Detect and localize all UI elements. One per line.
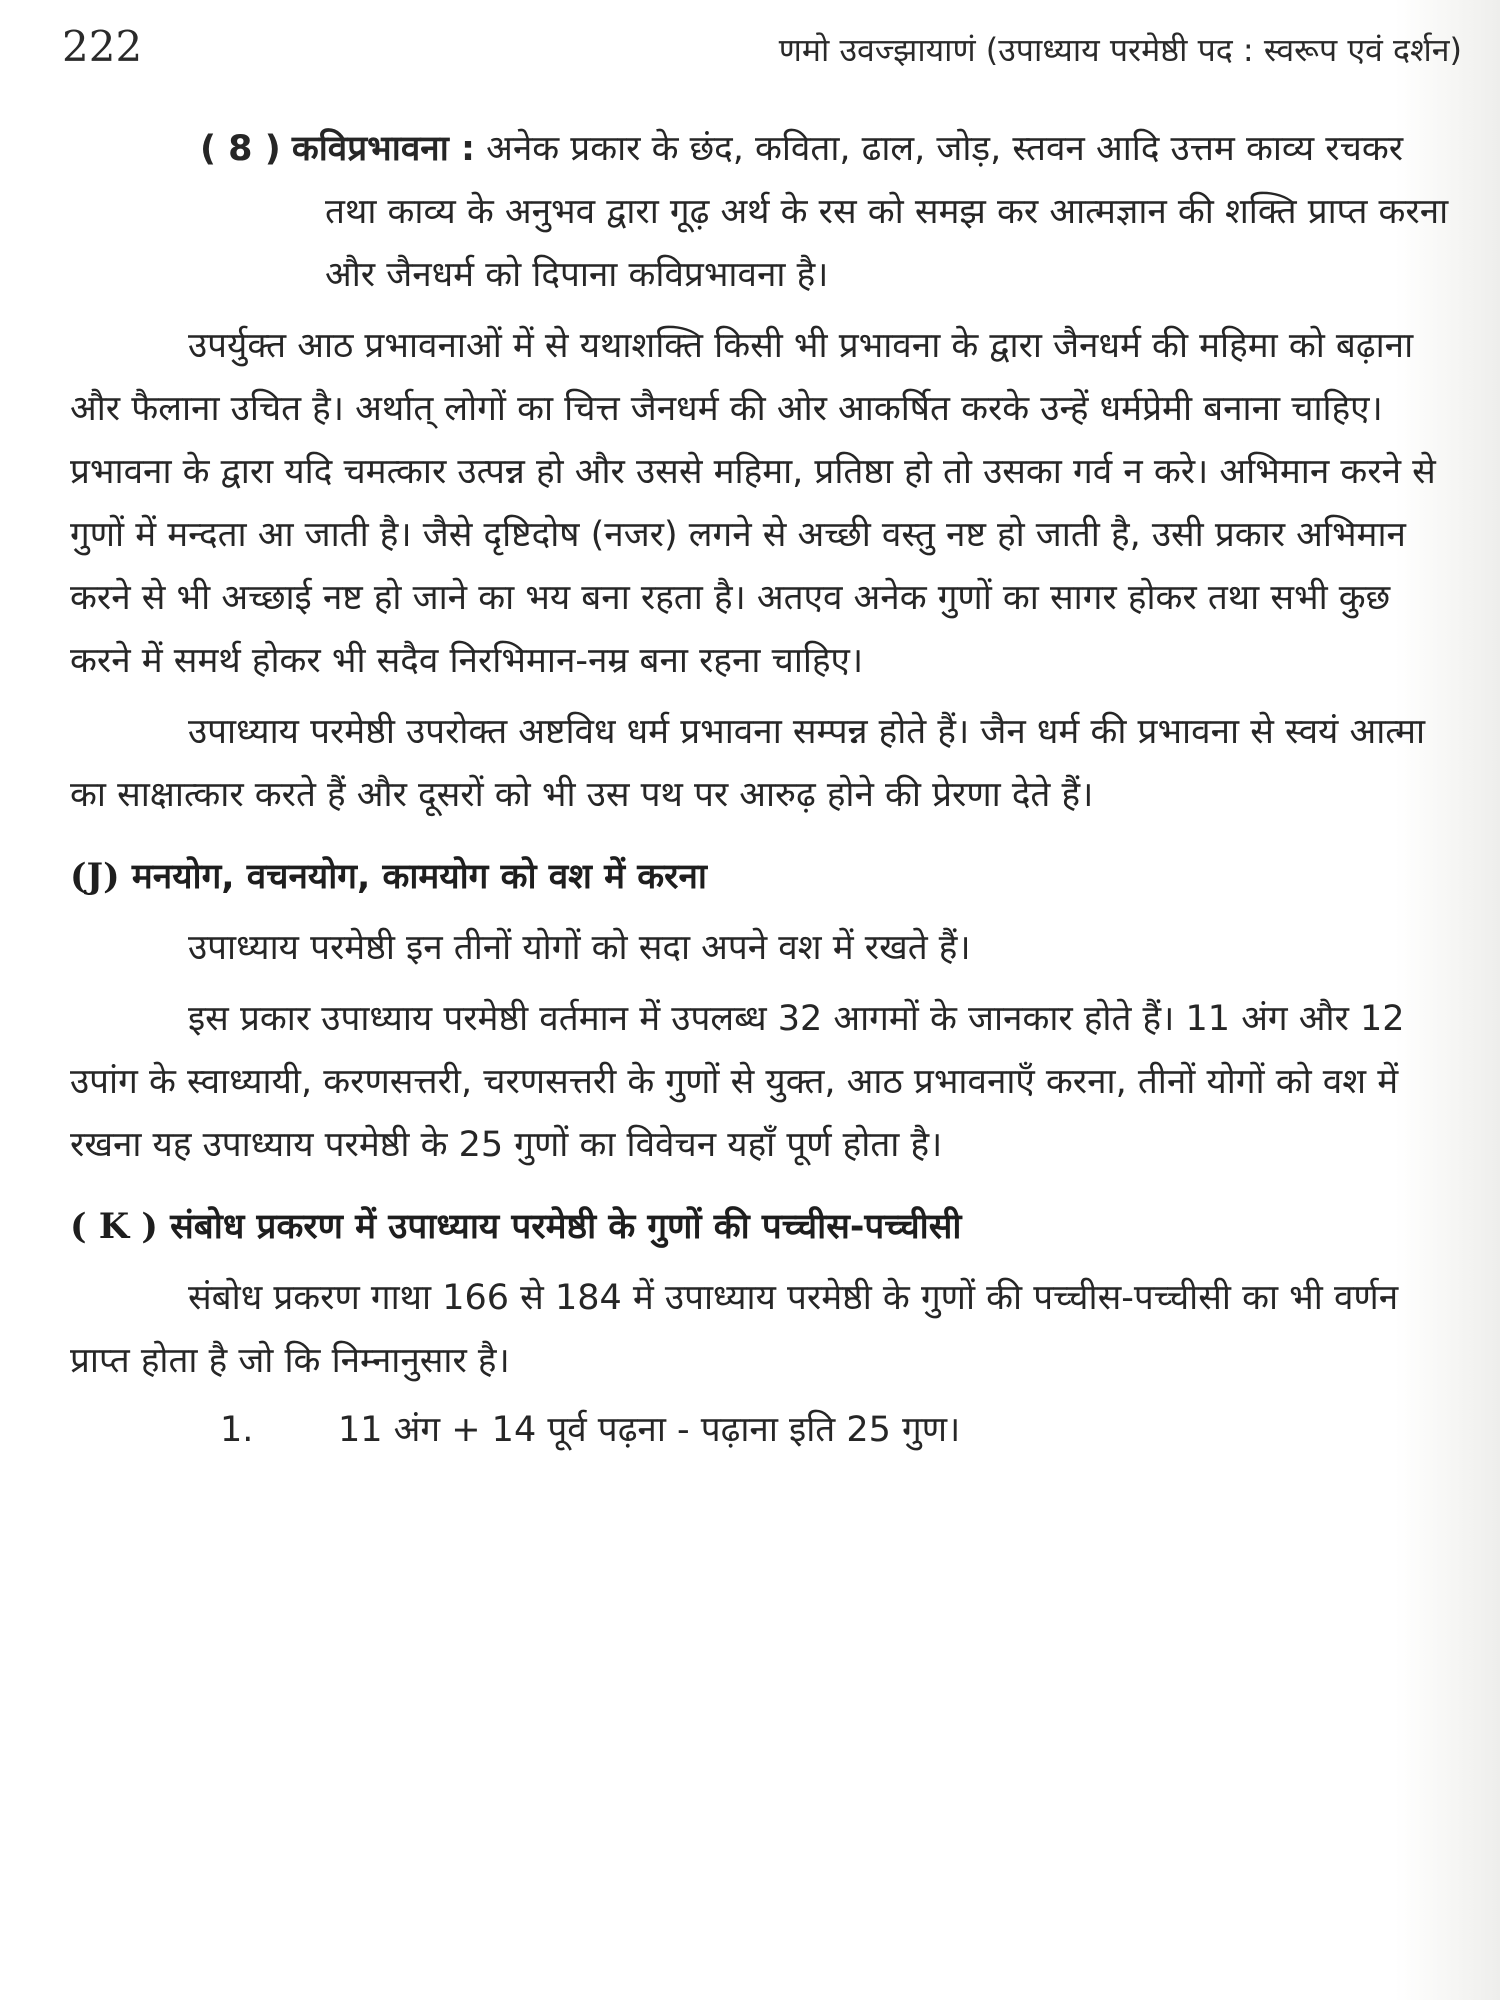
section-j-marker: (J) xyxy=(70,856,120,897)
item-8-term: कविप्रभावना : xyxy=(291,129,475,169)
page-number: 222 xyxy=(62,22,143,71)
paragraph-sambodh-prakaran: संबोध प्रकरण गाथा 166 से 184 में उपाध्याय परमेष्ठी के गुणों की पच्चीस-पच्चीसी का भी वर्णन प्राप्त होता है जो कि निम्नानुसार है। xyxy=(70,1278,1399,1381)
paragraph-three-yogas: उपाध्याय परमेष्ठी इन तीनों योगों को सदा अपने वश में रखते हैं। xyxy=(188,928,971,968)
running-title: णमो उवज्झायाणं (उपाध्याय परमेष्ठी पद : स्वरूप एवं दर्शन) xyxy=(778,31,1462,69)
item-8-marker: ( 8 ) xyxy=(200,129,281,169)
section-j-title: मनयोग, वचनयोग, कामयोग को वश में करना xyxy=(131,857,707,897)
paragraph-upadhyay-prabhavana: उपाध्याय परमेष्ठी उपरोक्त अष्टविध धर्म प्रभावना सम्पन्न होते हैं। जैन धर्म की प्रभावना से स्वयं आत्मा का साक्षात्कार करते हैं और दूसरों को भी उस पथ पर आरुढ़ होने की प्रेरणा देते हैं। xyxy=(70,712,1426,815)
section-heading-j xyxy=(70,845,1460,909)
paragraph-prabhavana-summary: उपर्युक्त आठ प्रभावनाओं में से यथाशक्ति किसी भी प्रभावना के द्वारा जैनधर्म की महिमा को बढ़ाना और फैलाना उचित है। अर्थात् लोगों का चित्त जैनधर्म की ओर आकर्षित करके उन्हें धर्मप्रेमी बनाना चाहिए। प्रभावना के द्वारा यदि चमत्कार उत्पन्न हो और उससे महिमा, प्रतिष्ठा हो तो उसका गर्व न करे। अभिमान करने से गुणों में मन्दता आ जाती है। जैसे दृष्टिदोष (नजर) लगने से अच्छी वस्तु नष्ट हो जाती है, उसी प्रकार अभिमान करने से भी अच्छाई नष्ट हो जाने का भय बना रहता है। अतएव अनेक गुणों का सागर होकर तथा सभी कुछ करने में समर्थ होकर भी सदैव निरभिमान-नम्र बना रहना चाहिए। xyxy=(70,326,1436,681)
list-item xyxy=(70,1399,1460,1462)
list-item-number: 1. xyxy=(220,1410,254,1450)
section-k-marker: ( K ) xyxy=(70,1206,158,1247)
paragraph-25-gunas-summary: इस प्रकार उपाध्याय परमेष्ठी वर्तमान में उपलब्ध 32 आगमों के जानकार होते हैं। 11 अंग और 12 उपांग के स्वाध्यायी, करणसत्तरी, चरणसत्तरी के गुणों से युक्त, आठ प्रभावनाएँ करना, तीनों योगों को वश में रखना यह उपाध्याय परमेष्ठी के 25 गुणों का विवेचन यहाँ पूर्ण होता है। xyxy=(70,999,1405,1165)
item-8-kavi-prabhavana xyxy=(70,118,1460,307)
list-item-text: 11 अंग + 14 पूर्व पढ़ना - पढ़ाना इति 25 गुण। xyxy=(338,1410,961,1450)
section-k-title: संबोध प्रकरण में उपाध्याय परमेष्ठी के गुणों की पच्चीस-पच्चीसी xyxy=(170,1207,962,1247)
page-content xyxy=(70,118,1460,1462)
section-heading-k xyxy=(70,1195,1460,1259)
item-8-text: अनेक प्रकार के छंद, कविता, ढाल, जोड़, स्तवन आदि उत्तम काव्य रचकर तथा काव्य के अनुभव द्वारा गूढ़ अर्थ के रस को समझ कर आत्मज्ञान की शक्ति प्राप्त करना और जैनधर्म को दिपाना कविप्रभावना है। xyxy=(325,129,1449,295)
page-header xyxy=(62,22,1462,82)
